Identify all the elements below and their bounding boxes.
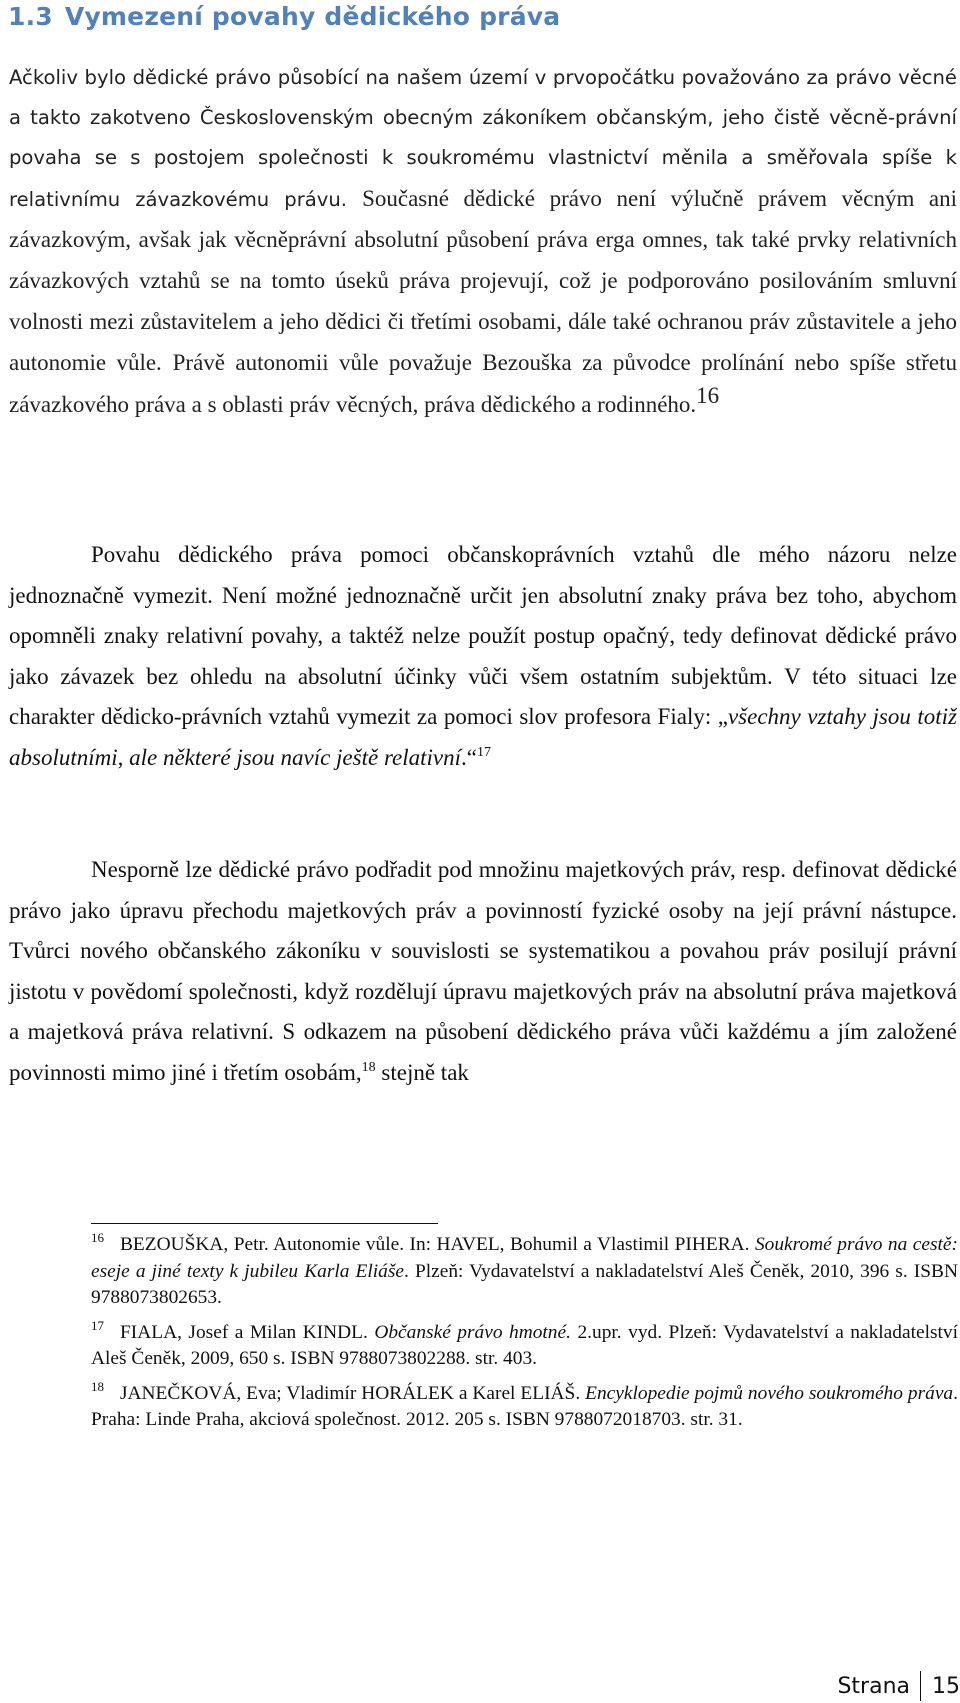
paragraph-1-sentence-1: Ačkoliv bylo dědické právo působící na našem území v prvopočátku považováno za právo věcné a takto zakotveno Československým obecným zákoníkem občanským, jeho čistě věcně-právní povaha se s postojem společnosti k soukromému vlastnictví měnila a směřovala spíše k relativnímu závazkovému právu.	[9, 66, 957, 211]
footnote-title: Občanské právo hmotné.	[374, 1321, 571, 1343]
paragraph-1-sentence-3: Právě autonomii vůle považuje Bezouška za původce prolínání nebo spíše střetu závazkového práva a s oblasti práv věcných, práva dědického a rodinného.	[9, 350, 958, 417]
footnote-text-end: 2.upr. vyd. Plzeň: Vydavatelství a nakladatelství Aleš Čeněk, 2009, 650 s. ISBN 9788073802288. str. 403.	[91, 1321, 958, 1369]
footnote-number: 18	[91, 1378, 104, 1394]
footnote-text: JANEČKOVÁ, Eva; Vladimír HORÁLEK a Karel ELIÁŠ.	[120, 1382, 586, 1404]
footnote-number: 16	[91, 1230, 104, 1245]
section-number: 1.3	[8, 2, 53, 31]
footnote-ref-17[interactable]: 17	[476, 744, 491, 760]
paragraph-1	[9, 58, 957, 426]
footnote-18	[91, 1378, 958, 1434]
footnote-16	[91, 1232, 958, 1312]
page-number: 15	[932, 1673, 960, 1699]
quote-close: .“	[461, 744, 477, 770]
footnote-number: 17	[91, 1317, 104, 1333]
paragraph-2-sentence-2: Není možné jednoznačně určit jen absolutní znaky práva bez toho, abychom opomněli znaky relativní povahy, a taktéž nelze použít postup opačný, tedy definovat dědické právo jako závazek bez ohledu na absolutní účinky vůči všem ostatním subjektům. V této situaci lze charakter dědicko-právních vztahů vymezit za pomoci slov profesora Fialy: „	[9, 582, 957, 730]
page-label: Strana	[837, 1673, 910, 1699]
footnote-ref-16[interactable]: 16	[696, 382, 720, 408]
footnote-title: Encyklopedie pojmů nového soukromého práva	[585, 1382, 954, 1404]
fiala-quote: všechny vztahy jsou totiž absolutními, ale některé jsou navíc ještě relativní	[9, 704, 957, 770]
section-title: Vymezení povahy dědického práva	[64, 2, 561, 31]
section-heading	[8, 2, 560, 31]
footnote-title: Soukromé právo na cestě: eseje a jiné texty k jubileu Karla Eliáše	[91, 1234, 958, 1282]
footnote-ref-18[interactable]: 18	[361, 1059, 376, 1075]
paragraph-1-sentence-2: Současné dědické právo není výlučně právem věcným ani závazkovým, avšak jak věcněprávní absolutní působení práva erga omnes, tak také prvky relativních závazkových vztahů se na tomto úseků práva projevují, což je podporováno posilováním smluvní volnosti mezi zůstavitelem a jeho dědici či třetími osobami, dále také ochranou práv zůstavitele a jeho autonomie vůle.	[9, 185, 958, 376]
paragraph-2	[9, 535, 957, 779]
footnote-17	[91, 1317, 958, 1373]
footnote-text: FIALA, Josef a Milan KINDL.	[120, 1321, 375, 1343]
paragraph-3-sentence-2: Tvůrci nového občanského zákoníku v souvislosti se systematikou a povahou práv posilují právní jistotu v povědomí společnosti, když rozdělují úpravu majetkových práv na absolutní práva majetková a majetková práva relativní.	[9, 938, 957, 1045]
paragraph-3-sentence-3: S odkazem na působení dědického práva vůči každému a jím založené povinnosti mimo jiné i třetím osobám,	[9, 1019, 958, 1085]
page-footer	[837, 1669, 960, 1703]
footer-divider	[920, 1671, 921, 1701]
paragraph-3-continuation: stejně tak	[381, 1059, 469, 1085]
footnote-text-end: . Plzeň: Vydavatelství a nakladatelství Aleš Čeněk, 2010, 396 s. ISBN 9788073802653.	[91, 1260, 958, 1308]
paragraph-3	[9, 850, 957, 1094]
footnotes	[91, 1232, 958, 1442]
paragraph-2-sentence-1: Povahu dědického práva pomoci občanskoprávních vztahů dle mého názoru nelze jednoznačně vymezit.	[9, 542, 957, 608]
paragraph-3-sentence-1: Nesporně lze dědické právo podřadit pod množinu majetkových práv, resp. definovat dědické právo jako úpravu přechodu majetkových práv a povinností fyzické osoby na její právní nástupce.	[9, 857, 957, 923]
footnote-text-end: . Praha: Linde Praha, akciová společnost. 2012. 205 s. ISBN 9788072018703. str. 31.	[91, 1382, 958, 1430]
footnote-separator	[91, 1223, 438, 1224]
footnote-text: BEZOUŠKA, Petr. Autonomie vůle. In: HAVEL, Bohumil a Vlastimil PIHERA.	[120, 1234, 755, 1255]
